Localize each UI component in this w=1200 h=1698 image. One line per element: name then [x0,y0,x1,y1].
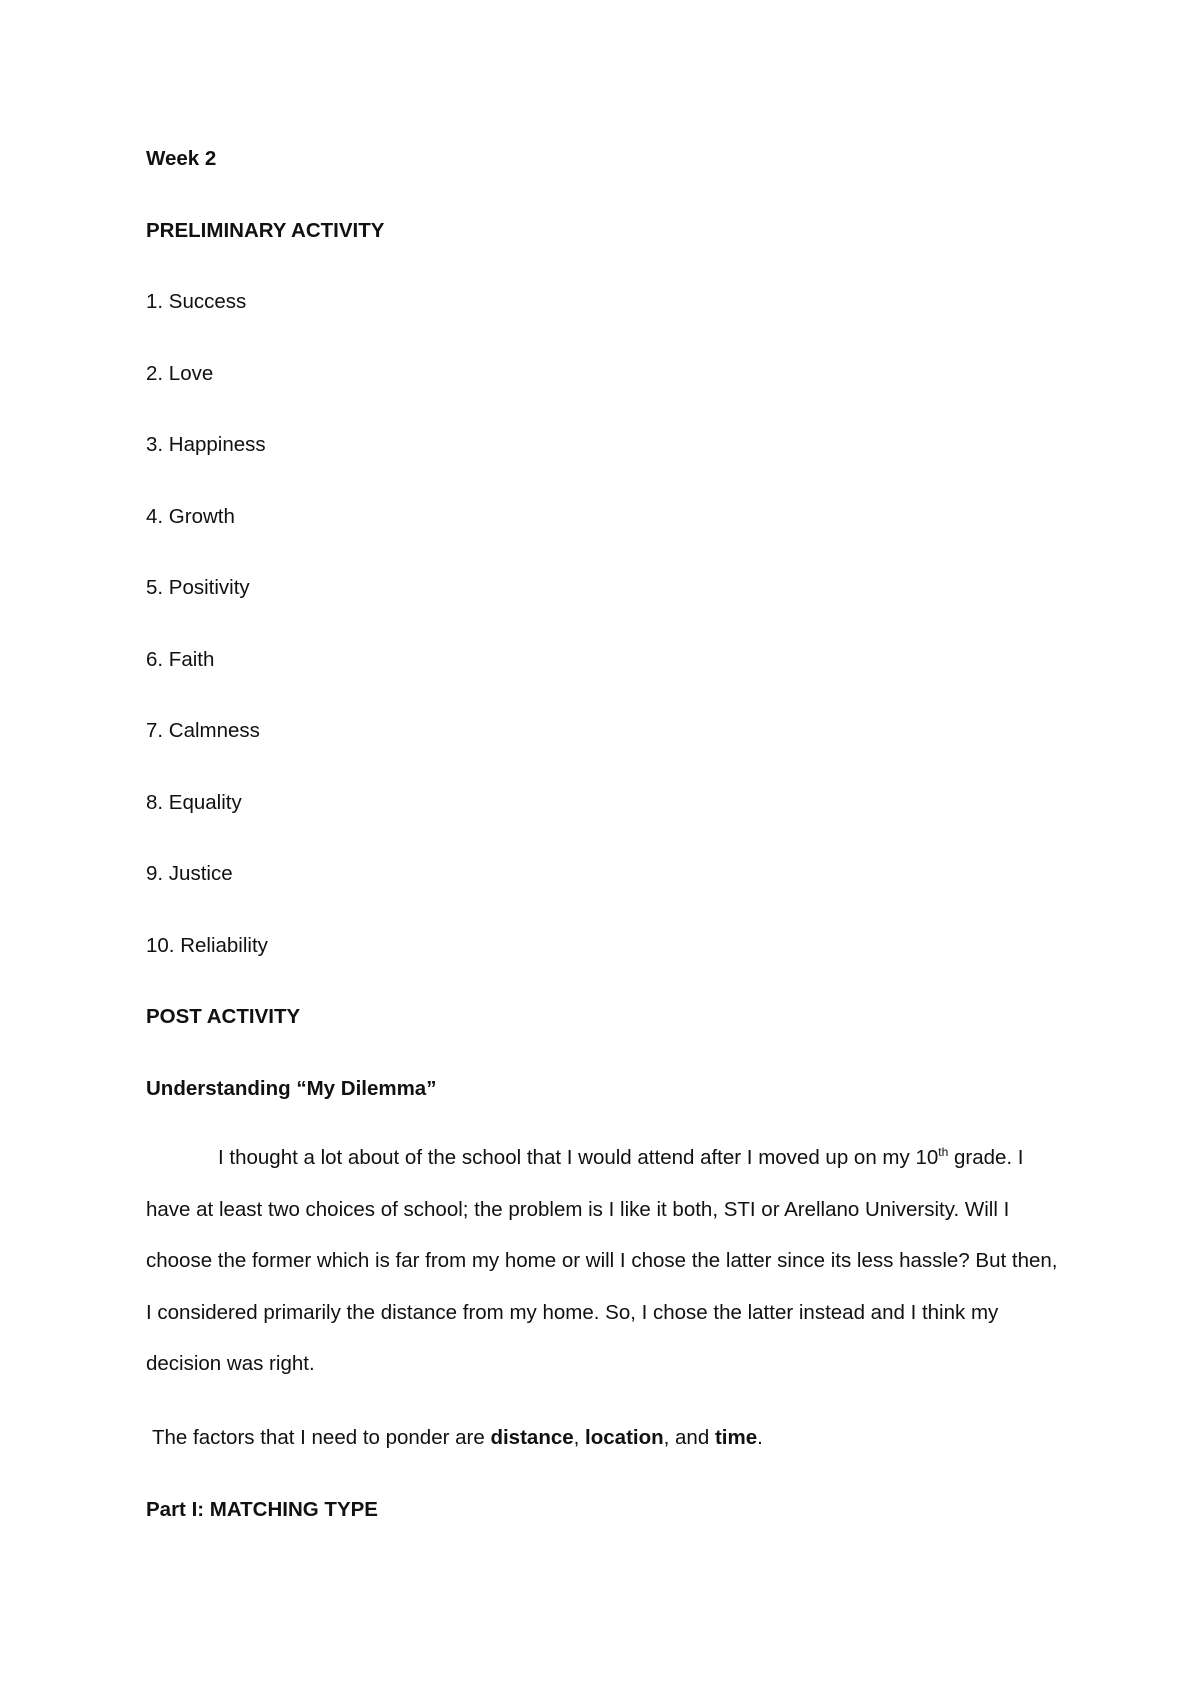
list-item: 2. Love [146,362,214,385]
list-item: 10. Reliability [146,934,268,957]
list-item: 1. Success [146,290,247,313]
factors-sentence [152,1424,763,1452]
factor-separator: , and [663,1426,715,1449]
ordinal-suffix: th [938,1145,949,1160]
dilemma-paragraph [146,1132,1066,1390]
week-heading: Week 2 [146,147,217,170]
list-item: 7. Calmness [146,719,260,742]
preliminary-activity-heading: PRELIMINARY ACTIVITY [146,219,385,242]
list-item: 6. Faith [146,648,215,671]
dilemma-subheading: Understanding “My Dilemma” [146,1077,437,1100]
list-item: 3. Happiness [146,433,266,456]
factor-location: location [585,1426,664,1449]
paragraph-text-rest: grade. I have at least two choices of school; the problem is I like it both, STI or Arellano University. Will I choose the former which is far from my home or will I chose the latter since its less hassle? But then, I considered primarily the distance from my home. So, I chose the latter instead and I think my decision was right. [146,1146,1058,1375]
factor-time: time [714,1426,758,1449]
factors-suffix: . [757,1426,763,1449]
post-activity-heading: POST ACTIVITY [146,1005,301,1028]
factor-distance: distance [490,1426,574,1449]
list-item: 4. Growth [146,505,235,528]
list-item: 9. Justice [146,862,233,885]
list-item: 5. Positivity [146,576,250,599]
part1-heading: Part I: MATCHING TYPE [146,1498,378,1521]
factors-prefix: The factors that I need to ponder are [152,1426,491,1449]
paragraph-text-start: I thought a lot about of the school that I would attend after I moved up on my 10 [218,1146,939,1169]
list-item: 8. Equality [146,791,242,814]
factor-separator: , [573,1426,586,1449]
